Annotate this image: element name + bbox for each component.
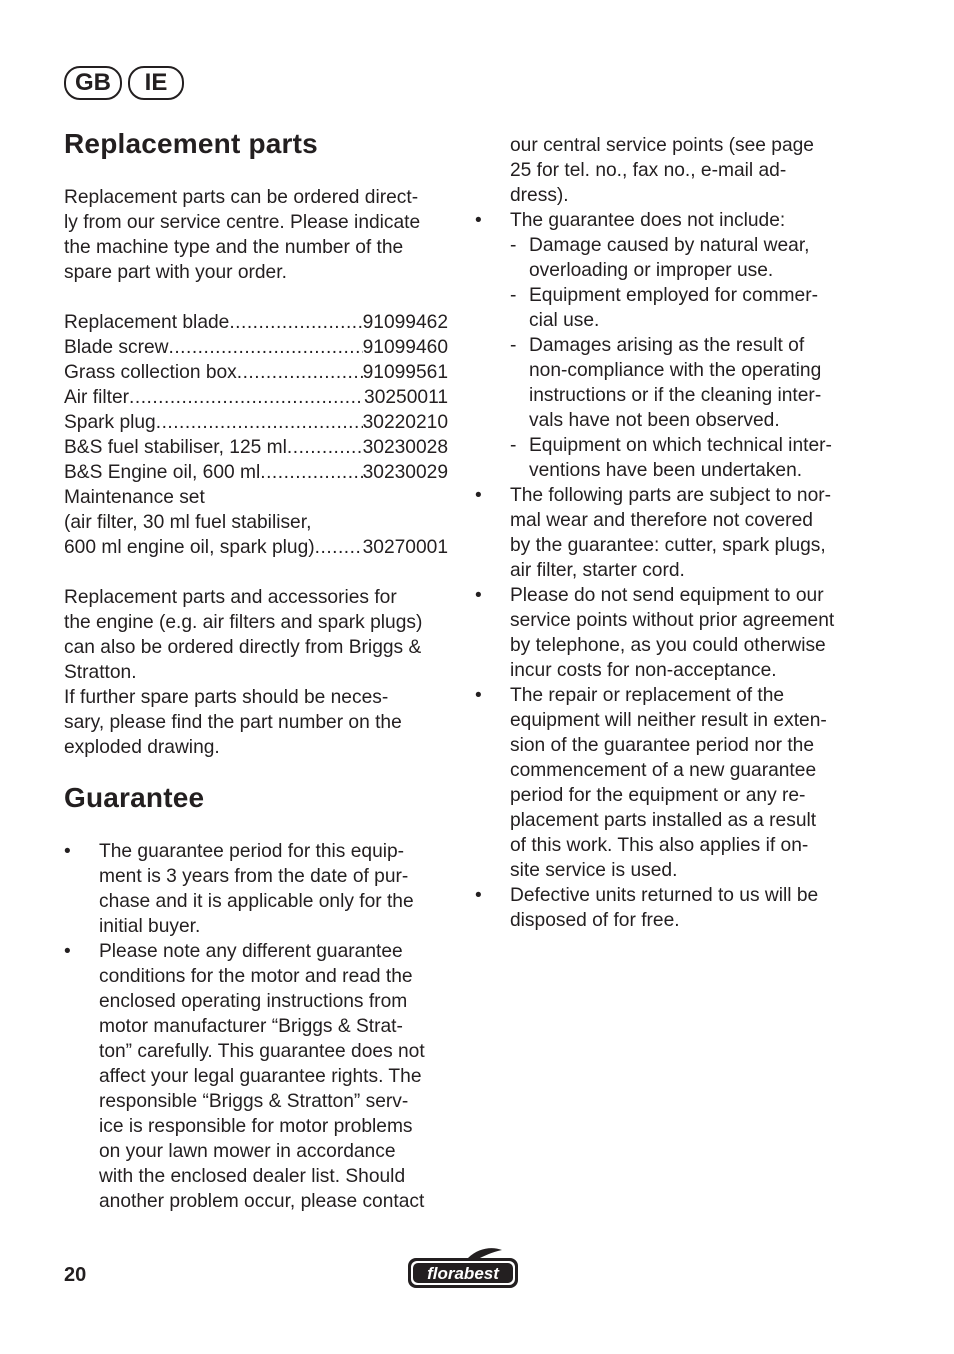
accessories-paragraph [64, 585, 448, 760]
part-number: 30220210 [362, 412, 448, 433]
leader-dots [287, 435, 363, 460]
left-column [64, 129, 448, 1214]
part-number: 30230029 [362, 462, 448, 483]
text-line: overloading or improper use. [529, 260, 774, 281]
text-line: placement parts installed as a result [510, 810, 817, 831]
text-line: Please do not send equipment to our [510, 585, 824, 606]
part-number: 91099460 [362, 337, 448, 358]
part-name: B&S Engine oil, 600 ml [64, 462, 261, 483]
language-badge-gb: GB [64, 66, 122, 100]
part-number: 30230028 [362, 437, 448, 458]
text-line: sion of the guarantee period nor the [510, 735, 815, 756]
text-line: enclosed operating instructions from [99, 991, 408, 1012]
part-name: 600 ml engine oil, spark plug) [64, 537, 315, 558]
bullet-icon: • [475, 685, 482, 706]
leader-dots [237, 360, 363, 385]
part-name: Blade screw [64, 337, 169, 358]
leader-dots [156, 410, 363, 435]
replacement-intro [64, 185, 448, 285]
text-line: vals have not been observed. [529, 410, 780, 431]
brand-name: florabest [427, 1264, 499, 1283]
list-item [64, 939, 448, 1214]
text-line: If further spare parts should be neces- [64, 687, 389, 708]
dash-icon: - [510, 435, 517, 456]
text-line: exploded drawing. [64, 737, 220, 758]
bullet-icon: • [64, 941, 71, 962]
text-line: the engine (e.g. air filters and spark plugs) [64, 612, 423, 633]
guarantee-list-left [64, 839, 448, 1214]
text-line: air filter, starter cord. [510, 560, 685, 581]
parts-list [64, 310, 448, 560]
parts-row [64, 435, 448, 460]
text-line: non-compliance with the operating [529, 360, 822, 381]
text-line: affect your legal guarantee rights. The [99, 1066, 422, 1087]
text-line: site service is used. [510, 860, 678, 881]
part-name: Replacement blade [64, 312, 230, 333]
text-line: ton” carefully. This guarantee does not [99, 1041, 425, 1062]
text-line: ventions have been undertaken. [529, 460, 803, 481]
exclusion-item [510, 283, 875, 333]
part-name: B&S fuel stabiliser, 125 ml [64, 437, 287, 458]
page-number: 20 [64, 1264, 87, 1286]
text-line: cial use. [529, 310, 600, 331]
exclusion-item [510, 233, 875, 283]
text-line: of this work. This also applies if on- [510, 835, 809, 856]
part-name: Air filter [64, 387, 130, 408]
part-name: Spark plug [64, 412, 156, 433]
text-line: Damages arising as the result of [529, 335, 805, 356]
text-line: Equipment on which technical inter- [529, 435, 832, 456]
list-item [475, 883, 875, 933]
list-item-continuation [475, 133, 875, 208]
replacement-parts-heading: Replacement parts [64, 128, 318, 159]
text-line: Stratton. [64, 662, 137, 683]
text-line: The guarantee does not include: [510, 210, 786, 231]
text-line: period for the equipment or any re- [510, 785, 806, 806]
text-line: our central service points (see page [510, 135, 814, 156]
text-line: conditions for the motor and read the [99, 966, 413, 987]
list-item [475, 208, 875, 483]
bullet-icon: • [475, 585, 482, 606]
dash-icon: - [510, 335, 517, 356]
leader-dots [229, 310, 362, 335]
text-line: on your lawn mower in accordance [99, 1141, 396, 1162]
parts-row [64, 535, 448, 560]
text-line: equipment will neither result in exten- [510, 710, 827, 731]
exclusions-list [510, 233, 875, 483]
leader-dots [169, 335, 363, 360]
text-line: 25 for tel. no., fax no., e-mail ad- [510, 160, 787, 181]
text-line: by telephone, as you could otherwise [510, 635, 826, 656]
text-line: Damage caused by natural wear, [529, 235, 810, 256]
dash-icon: - [510, 285, 517, 306]
list-item [475, 683, 875, 883]
text-line: commencement of a new guarantee [510, 760, 817, 781]
leader-dots [315, 535, 363, 560]
list-item [64, 839, 448, 939]
text-line: initial buyer. [99, 916, 201, 937]
text-line: responsible “Briggs & Stratton” serv- [99, 1091, 409, 1112]
text-line: disposed of for free. [510, 910, 680, 931]
part-number: 30250011 [364, 387, 448, 408]
text-line: chase and it is applicable only for the [99, 891, 414, 912]
text-line: another problem occur, please contact [99, 1191, 425, 1212]
language-badges [64, 66, 184, 100]
intro-line: spare part with your order. [64, 262, 287, 283]
bullet-icon: • [475, 885, 482, 906]
text-line: mal wear and therefore not covered [510, 510, 813, 531]
text-line: Equipment employed for commer- [529, 285, 818, 306]
intro-line: ly from our service centre. Please indicate [64, 212, 421, 233]
text-line: can also be ordered directly from Briggs & [64, 637, 422, 658]
bullet-icon: • [64, 841, 71, 862]
text-line: incur costs for non-acceptance. [510, 660, 777, 681]
part-number: 91099462 [362, 312, 448, 333]
list-item [475, 483, 875, 583]
parts-row [64, 385, 448, 410]
text-line: dress). [510, 185, 569, 206]
bullet-icon: • [475, 485, 482, 506]
text-line: Defective units returned to us will be [510, 885, 819, 906]
florabest-logo [406, 1246, 520, 1290]
list-item [475, 583, 875, 683]
leader-dots [129, 385, 364, 410]
text-line: sary, please find the part number on the [64, 712, 402, 733]
guarantee-list-right [475, 133, 875, 933]
right-column [475, 133, 875, 933]
bullet-icon: • [475, 210, 482, 231]
maintenance-set-contents: (air filter, 30 ml fuel stabiliser, [64, 512, 312, 533]
text-line: with the enclosed dealer list. Should [99, 1166, 406, 1187]
parts-row [64, 410, 448, 435]
text-line: Replacement parts and accessories for [64, 587, 397, 608]
text-line: ice is responsible for motor problems [99, 1116, 413, 1137]
dash-icon: - [510, 235, 517, 256]
parts-row [64, 460, 448, 485]
text-line: The following parts are subject to nor- [510, 485, 832, 506]
language-badge-ie: IE [128, 66, 184, 100]
leader-dots [260, 460, 362, 485]
part-number: 30270001 [362, 537, 448, 558]
parts-row [64, 335, 448, 360]
intro-line: Replacement parts can be ordered direct- [64, 187, 419, 208]
parts-row [64, 360, 448, 385]
text-line: ment is 3 years from the date of pur- [99, 866, 409, 887]
text-line: service points without prior agreement [510, 610, 835, 631]
text-line: Please note any different guarantee [99, 941, 403, 962]
exclusion-item [510, 433, 875, 483]
maintenance-set-label: Maintenance set [64, 487, 205, 508]
text-line: The repair or replacement of the [510, 685, 785, 706]
text-line: by the guarantee: cutter, spark plugs, [510, 535, 826, 556]
part-name: Grass collection box [64, 362, 237, 383]
guarantee-heading: Guarantee [64, 782, 205, 813]
parts-row [64, 310, 448, 335]
text-line: instructions or if the cleaning inter- [529, 385, 822, 406]
part-number: 91099561 [362, 362, 448, 383]
text-line: The guarantee period for this equip- [99, 841, 405, 862]
intro-line: the machine type and the number of the [64, 237, 404, 258]
text-line: motor manufacturer “Briggs & Strat- [99, 1016, 403, 1037]
exclusion-item [510, 333, 875, 433]
